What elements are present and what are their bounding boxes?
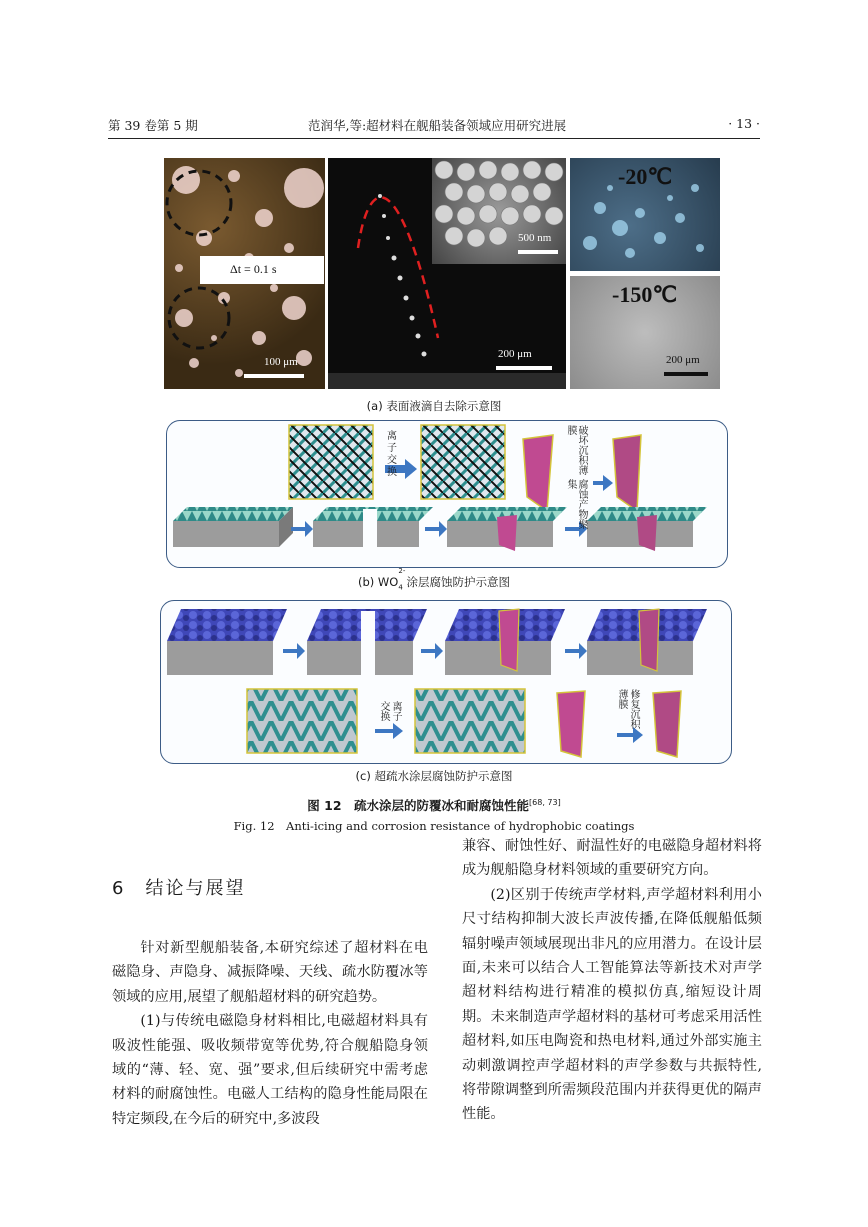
frame-b: [166, 420, 728, 568]
scale-label-right: 200 μm: [666, 354, 700, 366]
caption-b-sup: 2-: [398, 567, 406, 575]
caption-b-sub: 4: [398, 583, 403, 592]
right-paragraph-1: 兼容、耐蚀性好、耐温性好的电磁隐身超材料将成为舰船隐身材料领域的重要研究方向。: [462, 838, 762, 879]
droplet-jump-micrograph: [328, 158, 566, 389]
temp-label-bottom: -150℃: [612, 282, 678, 307]
label-repair-film: 修复沉积薄膜: [616, 689, 639, 729]
running-header: [108, 116, 760, 138]
left-paragraph-1: 针对新型舰船装备,本研究综述了超材料在电磁隐身、声隐身、减振降噪、天线、疏水防覆冰等领域的应用,展望了舰船超材料的研究趋势。: [112, 940, 428, 1005]
section-title: 6 结论与展望: [112, 878, 246, 899]
figure-caption-ref: [68, 73]: [529, 797, 561, 807]
icing-micrograph-top: [570, 158, 720, 271]
scale-bar-left: [244, 374, 304, 378]
sem-inset: [432, 158, 566, 264]
scale-label-left: 100 μm: [264, 356, 298, 368]
right-paragraph-2: (2)区别于传统声学材料,声学超材料利用小尺寸结构抑制大波长声波传播,在降低舰船低频辐射噪声领域展现出非凡的应用潜力。在设计层面,未来可以结合人工智能算法等新技术对声学超材料结构进行精准的模拟仿真,缩短设计周期。未来制造声学超材料的基材可考虑采用活性超材料,如压电陶瓷和热电材料,通过外部实施主动刺激调控声学超材料的声学参数与共振特性,将带隙调整到所需频段范围内并获得更优的隔声性能。: [462, 886, 762, 1123]
caption-a: (a) 表面液滴自去除示意图: [366, 399, 502, 413]
icing-micrograph-bottom: [570, 276, 720, 389]
scale-bar-sem: [518, 250, 558, 254]
droplet-micrograph-left: [164, 158, 325, 389]
frame-c: [160, 600, 732, 764]
coating-schematic-b: [167, 421, 727, 567]
caption-b-suffix: 涂层腐蚀防护示意图: [402, 575, 510, 589]
header-rule: [108, 138, 760, 139]
label-ion-exchange-b: 离子交换: [387, 431, 397, 478]
label-ion-exchange-c: 离子交换: [378, 701, 401, 721]
caption-b-prefix: (b) WO: [358, 575, 399, 589]
time-interval-label: Δt = 0.1 s: [230, 262, 277, 276]
scale-bar-right: [664, 372, 708, 376]
issue-label: 第 39 卷第 5 期: [108, 118, 198, 133]
figure-caption-cn-text: 图 12 疏水涂层的防覆冰和耐腐蚀性能: [307, 798, 530, 813]
label-break-film: 破坏沉积薄膜: [565, 425, 587, 475]
left-paragraph-2: (1)与传统电磁隐身材料相比,电磁超材料具有吸波性能强、吸收频带宽等优势,符合舰船隐身领域的“薄、轻、宽、强”要求,但后续研究中需考虑材料的耐腐蚀性。电磁人工结构的隐身性能局限在特定频段,在今后的研究中,多波段: [112, 1013, 428, 1127]
label-corrosion-products: 腐蚀产物聚集: [565, 479, 587, 529]
caption-c: (c) 超疏水涂层腐蚀防护示意图: [355, 769, 513, 783]
page-number: · 13 ·: [728, 116, 760, 131]
caption-b: [0, 567, 868, 592]
article-title-header: 范润华,等:超材料在舰船装备领域应用研究进展: [308, 118, 567, 133]
scale-label-mid: 200 μm: [498, 348, 532, 360]
right-column: [462, 834, 762, 1127]
left-column: [112, 936, 428, 1131]
scale-bar-mid: [496, 366, 552, 370]
scale-label-sem: 500 nm: [518, 232, 552, 244]
temp-label-top: -20℃: [618, 164, 673, 189]
figure-caption-cn: [0, 796, 868, 814]
figure-caption-en: Fig. 12 Anti-icing and corrosion resistance of hydrophobic coatings: [233, 819, 635, 833]
coating-schematic-c: [161, 601, 731, 763]
